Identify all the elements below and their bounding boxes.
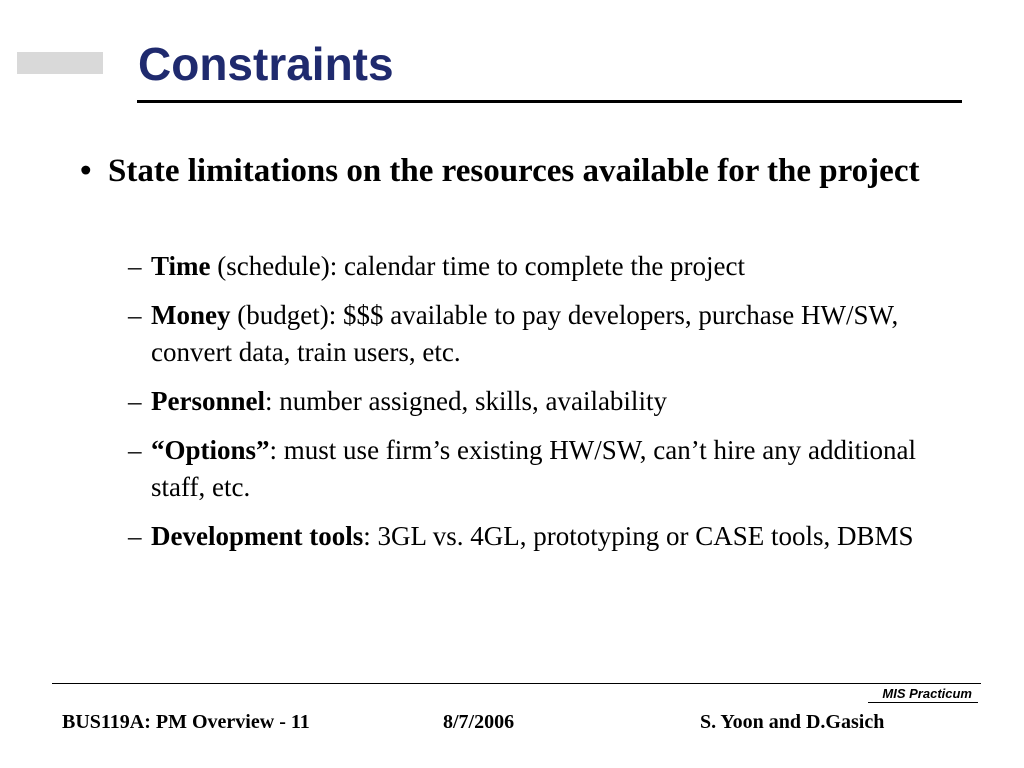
sub-bullet-money	[128, 297, 948, 371]
main-bullet-text: State limitations on the resources available for the project	[108, 153, 920, 189]
footer-tag-underline	[868, 702, 978, 703]
dash: –	[128, 435, 142, 465]
slide-title: Constraints	[138, 38, 394, 90]
sub-bullet-term: Personnel	[151, 386, 265, 416]
main-bullet	[80, 150, 930, 193]
sub-bullet-list	[128, 248, 948, 567]
sub-bullet-text: : 3GL vs. 4GL, prototyping or CASE tools, DBMS	[363, 521, 914, 551]
sub-bullet-term: “Options”	[151, 435, 270, 465]
footer-tag: MIS Practicum	[876, 684, 978, 704]
footer-date: 8/7/2006	[443, 711, 515, 733]
dash: –	[128, 386, 142, 416]
footer-authors: S. Yoon and D.Gasich	[700, 711, 885, 733]
dash: –	[128, 300, 142, 330]
dash: –	[128, 521, 142, 551]
sub-bullet-text: : number assigned, skills, availability	[265, 386, 667, 416]
footer-rule	[52, 683, 981, 684]
bullet-dot: •	[80, 153, 92, 189]
sub-bullet-text: : must use firm’s existing HW/SW, can’t hire any additional staff, etc.	[151, 435, 916, 502]
dash: –	[128, 251, 142, 281]
footer-course: BUS119A: PM Overview - 11	[62, 711, 310, 733]
sub-bullet-term: Time	[151, 251, 211, 281]
sub-bullet-personnel	[128, 383, 948, 420]
sub-bullet-time	[128, 248, 948, 285]
sub-bullet-text: (budget): $$$ available to pay developers, purchase HW/SW, convert data, train users, etc.	[151, 300, 899, 367]
sub-bullet-text: (schedule): calendar time to complete the project	[210, 251, 746, 281]
sub-bullet-term: Money	[151, 300, 231, 330]
sub-bullet-development-tools	[128, 518, 948, 555]
title-underline	[137, 100, 962, 103]
sub-bullet-options	[128, 432, 948, 506]
sub-bullet-term: Development tools	[151, 521, 364, 551]
title-accent-bar	[17, 52, 103, 74]
